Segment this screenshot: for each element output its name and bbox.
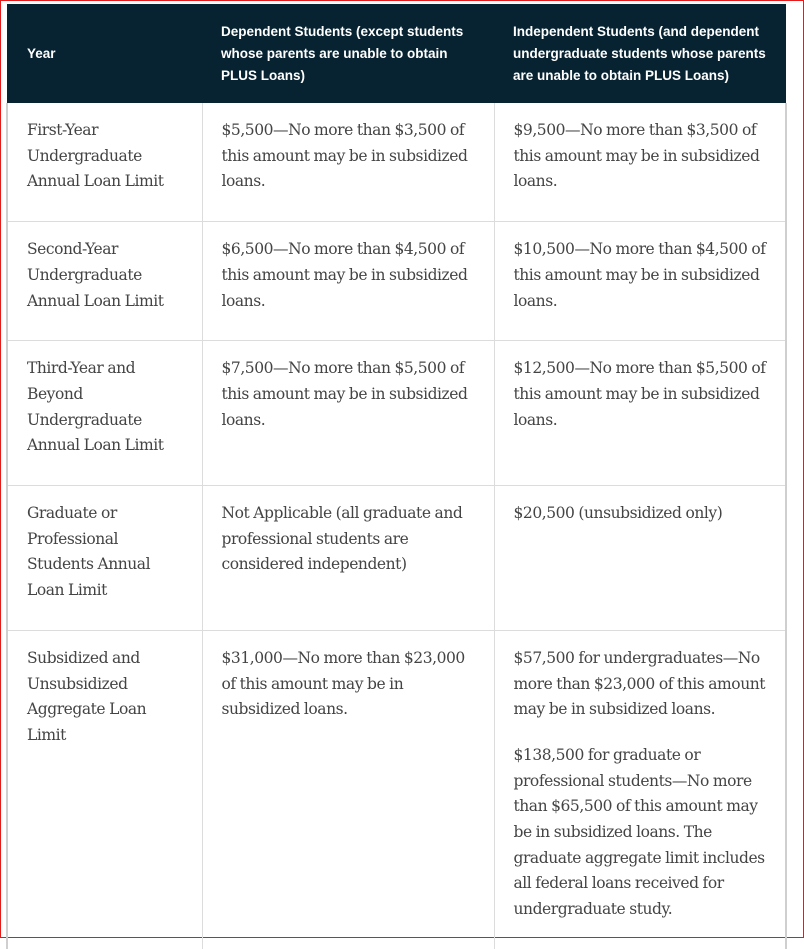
- cell-independent: [494, 222, 786, 341]
- cell-dependent: $31,000—No more than $23,000 of this amount may be in subsidized loans.: [202, 630, 494, 949]
- cell-independent: [494, 341, 786, 486]
- cell-year: First-Year Undergraduate Annual Loan Limit: [7, 103, 202, 222]
- cell-dependent: Not Applicable (all graduate and professional students are considered independent): [202, 486, 494, 631]
- cell-paragraph: $20,500 (unsubsidized only): [513, 504, 723, 523]
- cell-paragraph-graduate: $138,500 for graduate or professional students—No more than $65,500 of this amount may be in subsidized loans. The graduate aggregate limit includes all federal loans received for undergraduate study.: [513, 745, 765, 919]
- table-row: [7, 222, 786, 341]
- cell-dependent: $6,500—No more than $4,500 of this amount may be in subsidized loans.: [202, 222, 494, 341]
- cell-independent: [494, 486, 786, 631]
- table-row: [7, 103, 786, 222]
- table-row: [7, 630, 786, 949]
- cell-independent: [494, 630, 786, 949]
- cell-paragraph: $10,500—No more than $4,500 of this amount may be in subsidized loans.: [513, 240, 766, 310]
- header-row: [7, 4, 786, 103]
- table-row: [7, 486, 786, 631]
- header-independent-students: Independent Students (and dependent undergraduate students whose parents are unable to obtain PLUS Loans): [494, 4, 786, 103]
- loan-limits-table: [6, 4, 787, 949]
- loan-limits-table-container: [6, 4, 785, 949]
- cell-independent: [494, 103, 786, 222]
- header-year: Year: [7, 4, 202, 103]
- header-dependent-students: Dependent Students (except students whose parents are unable to obtain PLUS Loans): [202, 4, 494, 103]
- cell-year: Second-Year Undergraduate Annual Loan Limit: [7, 222, 202, 341]
- cell-dependent: $7,500—No more than $5,500 of this amount may be in subsidized loans.: [202, 341, 494, 486]
- cell-dependent: $5,500—No more than $3,500 of this amount may be in subsidized loans.: [202, 103, 494, 222]
- cell-paragraph-undergraduate: $57,500 for undergraduates—No more than $23,000 of this amount may be in subsidized loans.: [513, 648, 766, 719]
- table-row: [7, 341, 786, 486]
- cell-year: Subsidized and Unsubsidized Aggregate Loan Limit: [7, 630, 202, 949]
- cell-year: Graduate or Professional Students Annual Loan Limit: [7, 486, 202, 631]
- table-header: [7, 4, 786, 103]
- cell-paragraph: $9,500—No more than $3,500 of this amount may be in subsidized loans.: [513, 121, 760, 191]
- table-body: [7, 103, 786, 949]
- cell-year: Third-Year and Beyond Undergraduate Annual Loan Limit: [7, 341, 202, 486]
- cell-paragraph: $12,500—No more than $5,500 of this amount may be in subsidized loans.: [513, 359, 766, 429]
